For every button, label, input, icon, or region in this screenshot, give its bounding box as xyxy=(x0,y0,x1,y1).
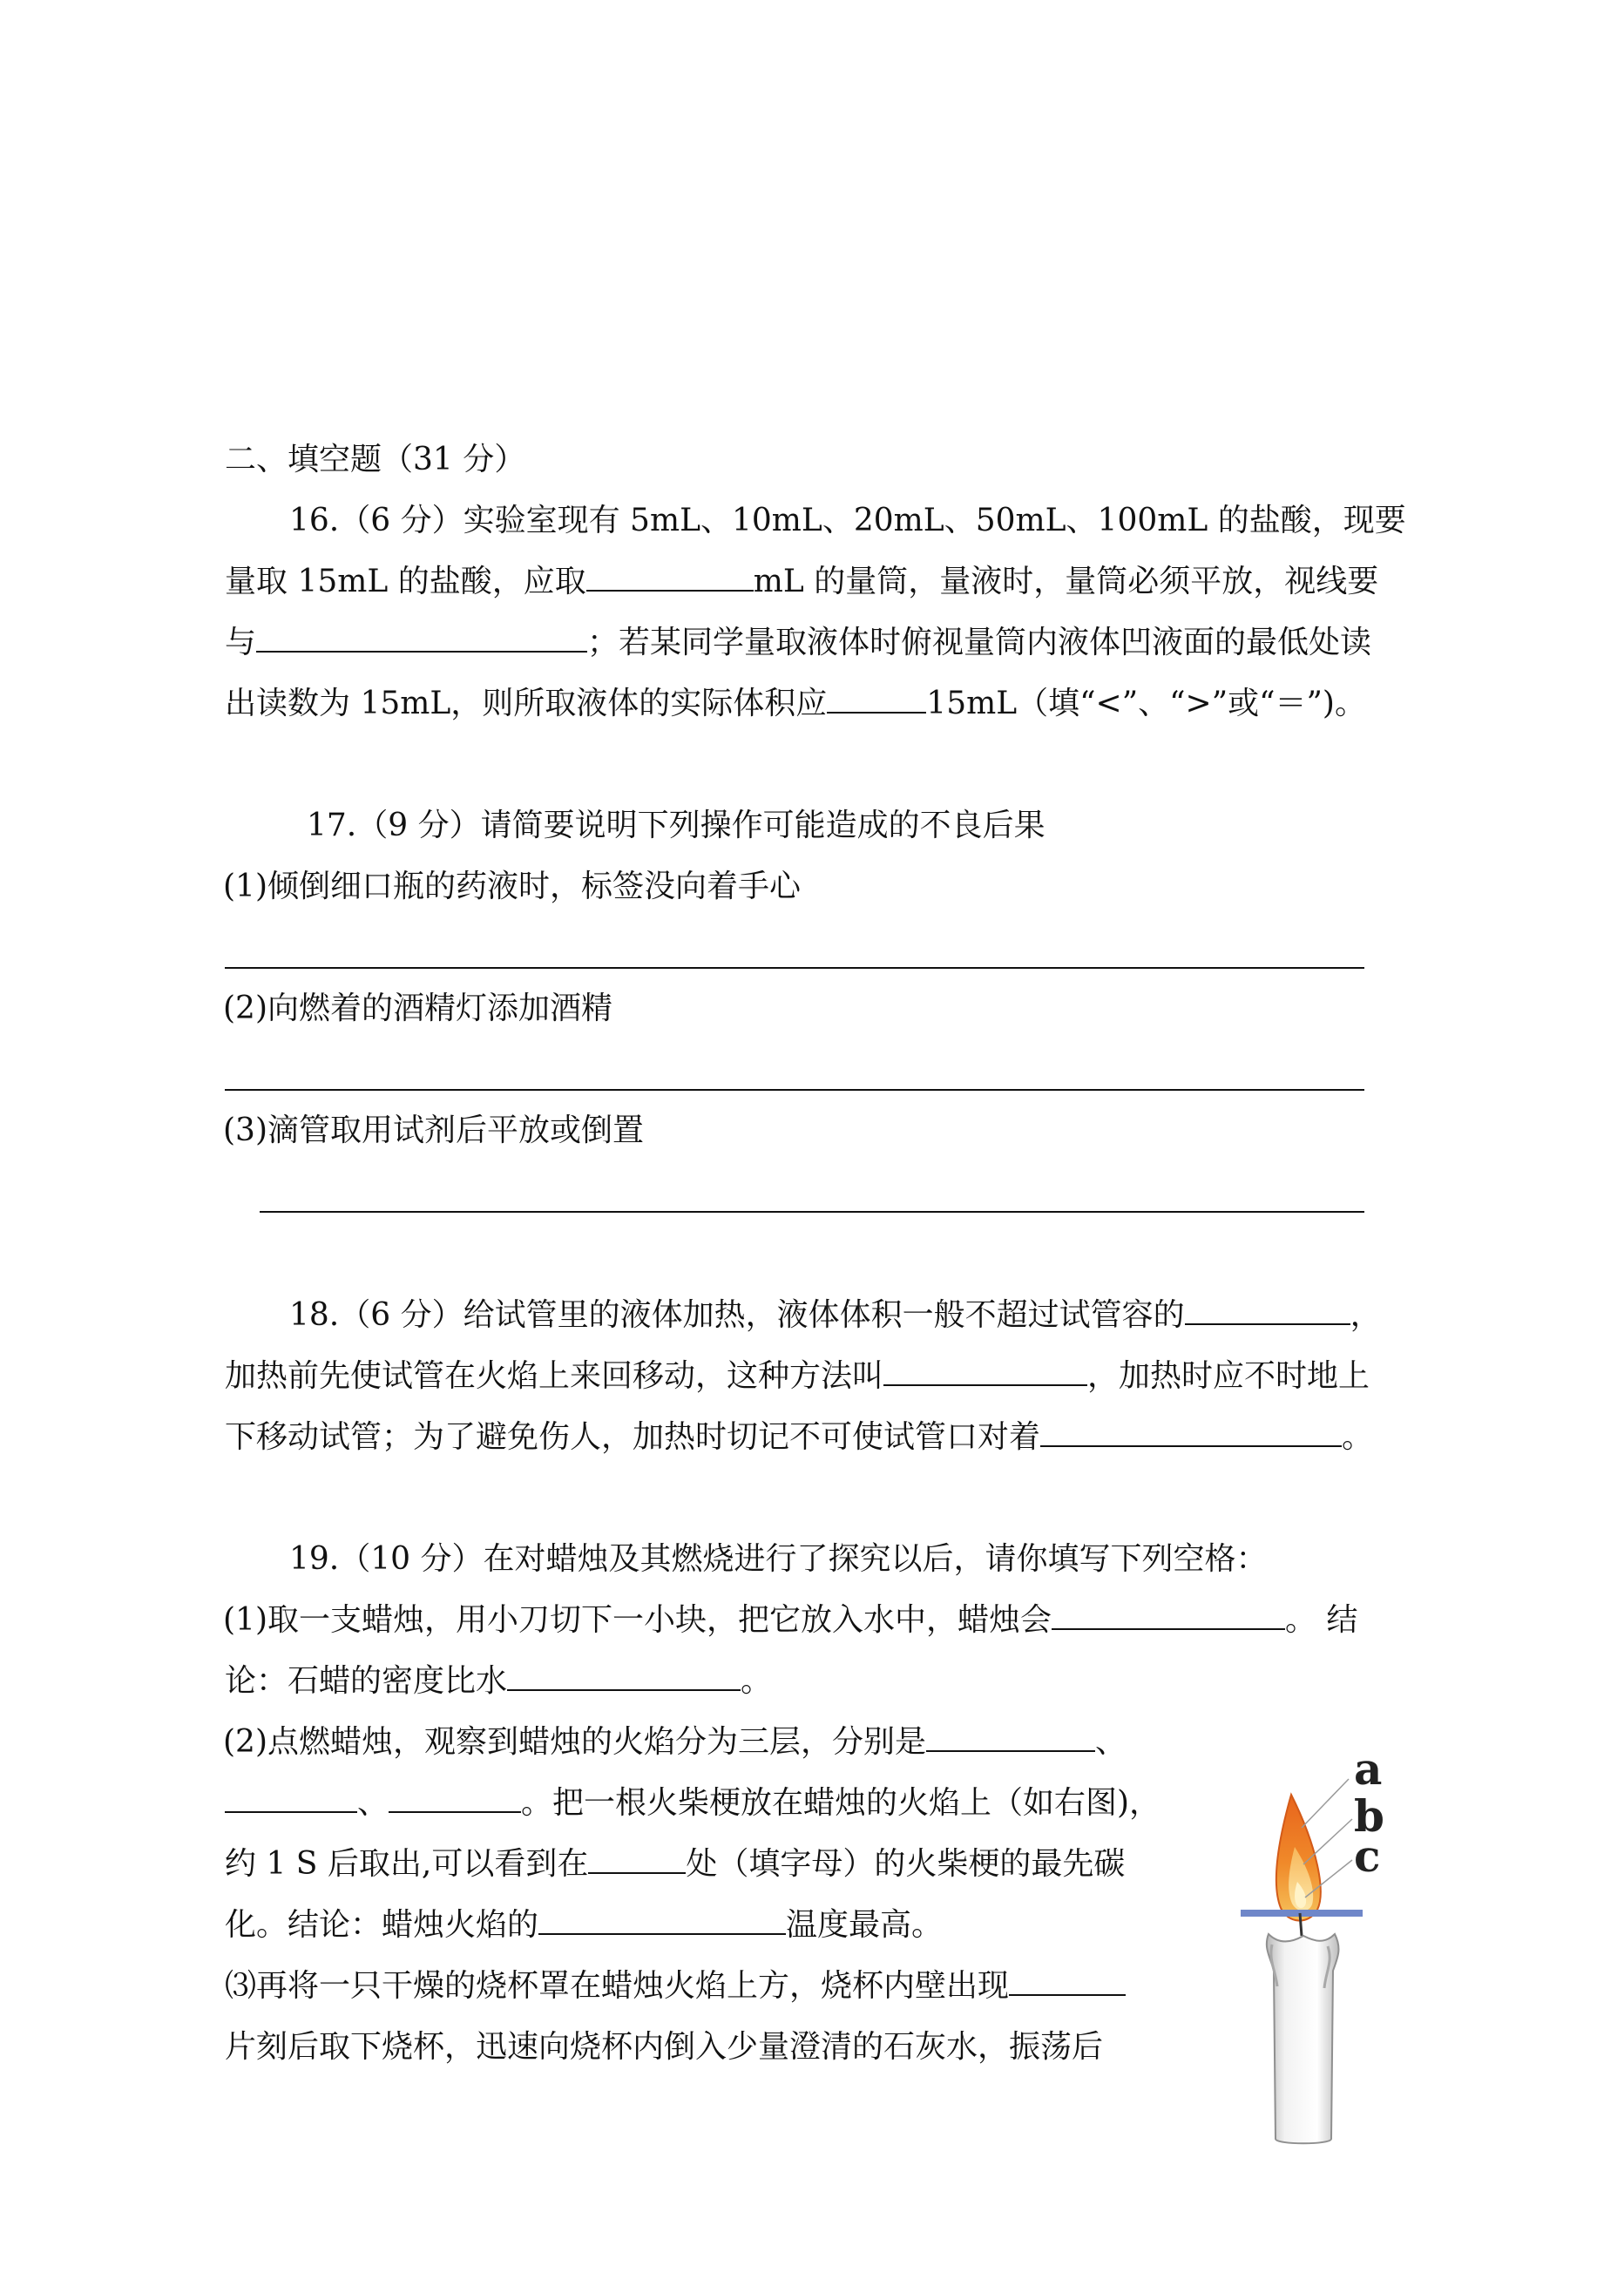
q19-line-2 xyxy=(225,1662,772,1701)
section-title: 二、填空题（31 分） xyxy=(225,442,526,477)
q17-item-2: (2)向燃着的酒精灯添加酒精 xyxy=(223,991,612,1026)
q16-blank-cylinder[interactable] xyxy=(586,564,754,592)
q16-text: 出读数为 15mL，则所取液体的实际体积应 xyxy=(225,686,828,721)
q19-text: 约 1 S 后取出,可以看到在 xyxy=(225,1846,589,1882)
q16-line-4 xyxy=(225,685,1366,723)
q16-blank-compare[interactable] xyxy=(827,686,926,714)
q18-blank-direction[interactable] xyxy=(1040,1419,1342,1447)
q19-text: (2)点燃蜡烛，观察到蜡烛的火焰分为三层，分别是 xyxy=(223,1724,926,1760)
q17-heading: 17.（9 分）请简要说明下列操作可能造成的不良后果 xyxy=(307,808,1045,843)
q19-text: 论：石蜡的密度比水 xyxy=(225,1663,508,1699)
q18-text: 18.（6 分）给试管里的液体加热，液体体积一般不超过试管容的 xyxy=(289,1297,1185,1333)
q18-text: 。 xyxy=(1342,1419,1374,1455)
candle-flame-figure xyxy=(1237,1742,1411,2152)
q19-text: (1)取一支蜡烛，用小刀切下一小块，把它放入水中，蜡烛会 xyxy=(223,1602,1052,1638)
q19-blank-float[interactable] xyxy=(1052,1602,1285,1630)
q16-blank-sightline[interactable] xyxy=(256,625,587,653)
q16-text: mL 的量筒，量液时，量筒必须平放，视线要 xyxy=(753,564,1379,599)
q17-item-1: (1)倾倒细口瓶的药液时，标签没向着手心 xyxy=(223,869,801,904)
q19-blank-layer-3[interactable] xyxy=(389,1785,521,1813)
flame-label-c: c xyxy=(1354,1830,1381,1882)
wick-icon xyxy=(1300,1913,1302,1936)
q19-blank-observation[interactable] xyxy=(1009,1968,1126,1996)
flame-label-a: a xyxy=(1354,1743,1383,1795)
q17-answer-line-1[interactable] xyxy=(225,967,1364,969)
q16-text: 15mL（填“<”、“>”或“＝”)。 xyxy=(926,686,1366,721)
q17-item-3: (3)滴管取用试剂后平放或倒置 xyxy=(223,1113,644,1148)
q19-text: 。 xyxy=(741,1663,773,1699)
q19-text: 处（填字母）的火柴梗的最先碳 xyxy=(686,1846,1126,1882)
q19-blank-flame-layer[interactable] xyxy=(538,1907,786,1935)
flame-icon xyxy=(1276,1795,1321,1921)
q19-blank-density[interactable] xyxy=(507,1663,741,1691)
q18-blank-volume[interactable] xyxy=(1185,1297,1350,1325)
flame-label-b: b xyxy=(1354,1790,1384,1842)
q19-text: 。把一根火柴梗放在蜡烛的火焰上（如右图)， xyxy=(521,1785,1161,1821)
q18-blank-method[interactable] xyxy=(883,1358,1087,1386)
q18-line-2 xyxy=(225,1357,1370,1396)
matchstick-icon xyxy=(1241,1910,1363,1917)
q19-line-3 xyxy=(223,1723,1127,1762)
q16-text: ；若某同学量取液体时俯视量筒内液体凹液面的最低处读 xyxy=(587,625,1372,660)
q19-text: ⑶再将一只干燥的烧杯罩在蜡烛火焰上方，烧杯内壁出现 xyxy=(225,1968,1010,2004)
q19-blank-layer-2[interactable] xyxy=(225,1785,357,1813)
q16-line-3 xyxy=(225,624,1371,662)
q19-line-4 xyxy=(225,1784,1160,1823)
q18-text: 下移动试管；为了避免伤人，加热时切记不可使试管口对着 xyxy=(225,1419,1041,1455)
q18-line-3 xyxy=(225,1418,1373,1457)
q16-text: 量取 15mL 的盐酸，应取 xyxy=(225,564,586,599)
q19-text: 温度最高。 xyxy=(786,1907,944,1943)
q18-line-1 xyxy=(289,1296,1382,1335)
q17-answer-line-3[interactable] xyxy=(260,1211,1364,1213)
q19-heading: 19.（10 分）在对蜡烛及其燃烧进行了探究以后，请你填写下列空格： xyxy=(289,1541,1268,1577)
q19-text: 。 结 xyxy=(1285,1602,1358,1638)
q16-line-1: 16.（6 分）实验室现有 5mL、10mL、20mL、50mL、100mL 的盐酸，现要 xyxy=(289,503,1406,538)
q19-line-5 xyxy=(225,1845,1125,1884)
q17-answer-line-2[interactable] xyxy=(225,1089,1364,1091)
q18-text: ， xyxy=(1350,1297,1382,1333)
q19-line-1 xyxy=(223,1601,1357,1640)
q19-line-7 xyxy=(225,1967,1126,2006)
q19-line-8: 片刻后取下烧杯，迅速向烧杯内倒入少量澄清的石灰水，振荡后 xyxy=(225,2029,1104,2065)
q16-text: 与 xyxy=(225,625,257,660)
q19-line-6 xyxy=(225,1906,943,1945)
q19-blank-layer-1[interactable] xyxy=(926,1724,1095,1752)
q19-text: 、 xyxy=(357,1785,389,1821)
q19-text: 、 xyxy=(1095,1724,1127,1760)
q18-text: ，加热时应不时地上 xyxy=(1087,1358,1370,1394)
q18-text: 加热前先使试管在火焰上来回移动，这种方法叫 xyxy=(225,1358,884,1394)
q19-blank-letter[interactable] xyxy=(588,1846,686,1874)
q19-text: 化。结论：蜡烛火焰的 xyxy=(225,1907,539,1943)
q16-line-2 xyxy=(225,563,1378,601)
